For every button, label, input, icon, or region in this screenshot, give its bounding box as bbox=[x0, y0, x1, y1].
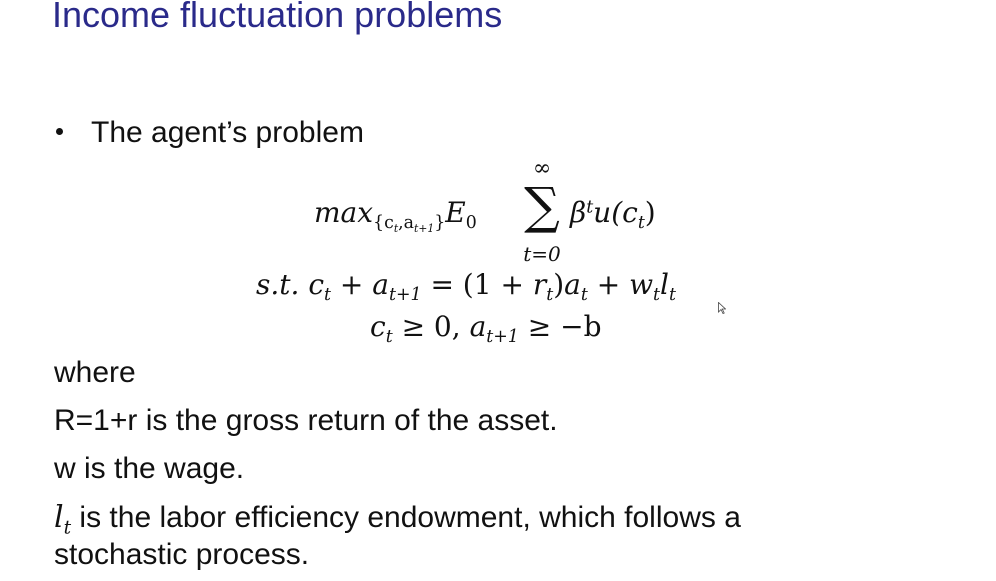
labor-endowment-line: $l_t$ is the labor efficiency endowment, which follows a bbox=[54, 500, 741, 539]
objective-left: $\max_{\{c_t,a_{t+1}\}}E_0$ bbox=[314, 196, 477, 235]
gross-return-line: R=1+r is the gross return of the asset. bbox=[54, 404, 558, 437]
sum-lower-limit: t=0 bbox=[523, 242, 561, 266]
stochastic-process-line: stochastic process. bbox=[54, 538, 310, 571]
bullet-dot-icon bbox=[56, 128, 63, 135]
mouse-cursor-icon bbox=[718, 302, 726, 314]
sum-upper-limit: ∞ bbox=[532, 156, 552, 181]
bullet-text: The agent’s problem bbox=[91, 116, 364, 149]
objective-right: $\beta^tu(c_t)$ bbox=[570, 196, 656, 234]
bullet-item bbox=[56, 116, 364, 150]
slide-title: Income fluctuation problems bbox=[52, 0, 503, 35]
sum-symbol: ∑ bbox=[524, 177, 560, 235]
where-label: where bbox=[54, 356, 136, 389]
budget-constraint: s.t. $c_t + a_{t+1} = (1 + r_t)a_t + w_tl_t$ bbox=[256, 268, 676, 306]
summation bbox=[518, 158, 566, 270]
wage-line: w is the wage. bbox=[54, 452, 245, 485]
nonnegativity-constraint: $c_t \ge 0$, $a_{t+1} \ge -b$ bbox=[370, 310, 602, 348]
